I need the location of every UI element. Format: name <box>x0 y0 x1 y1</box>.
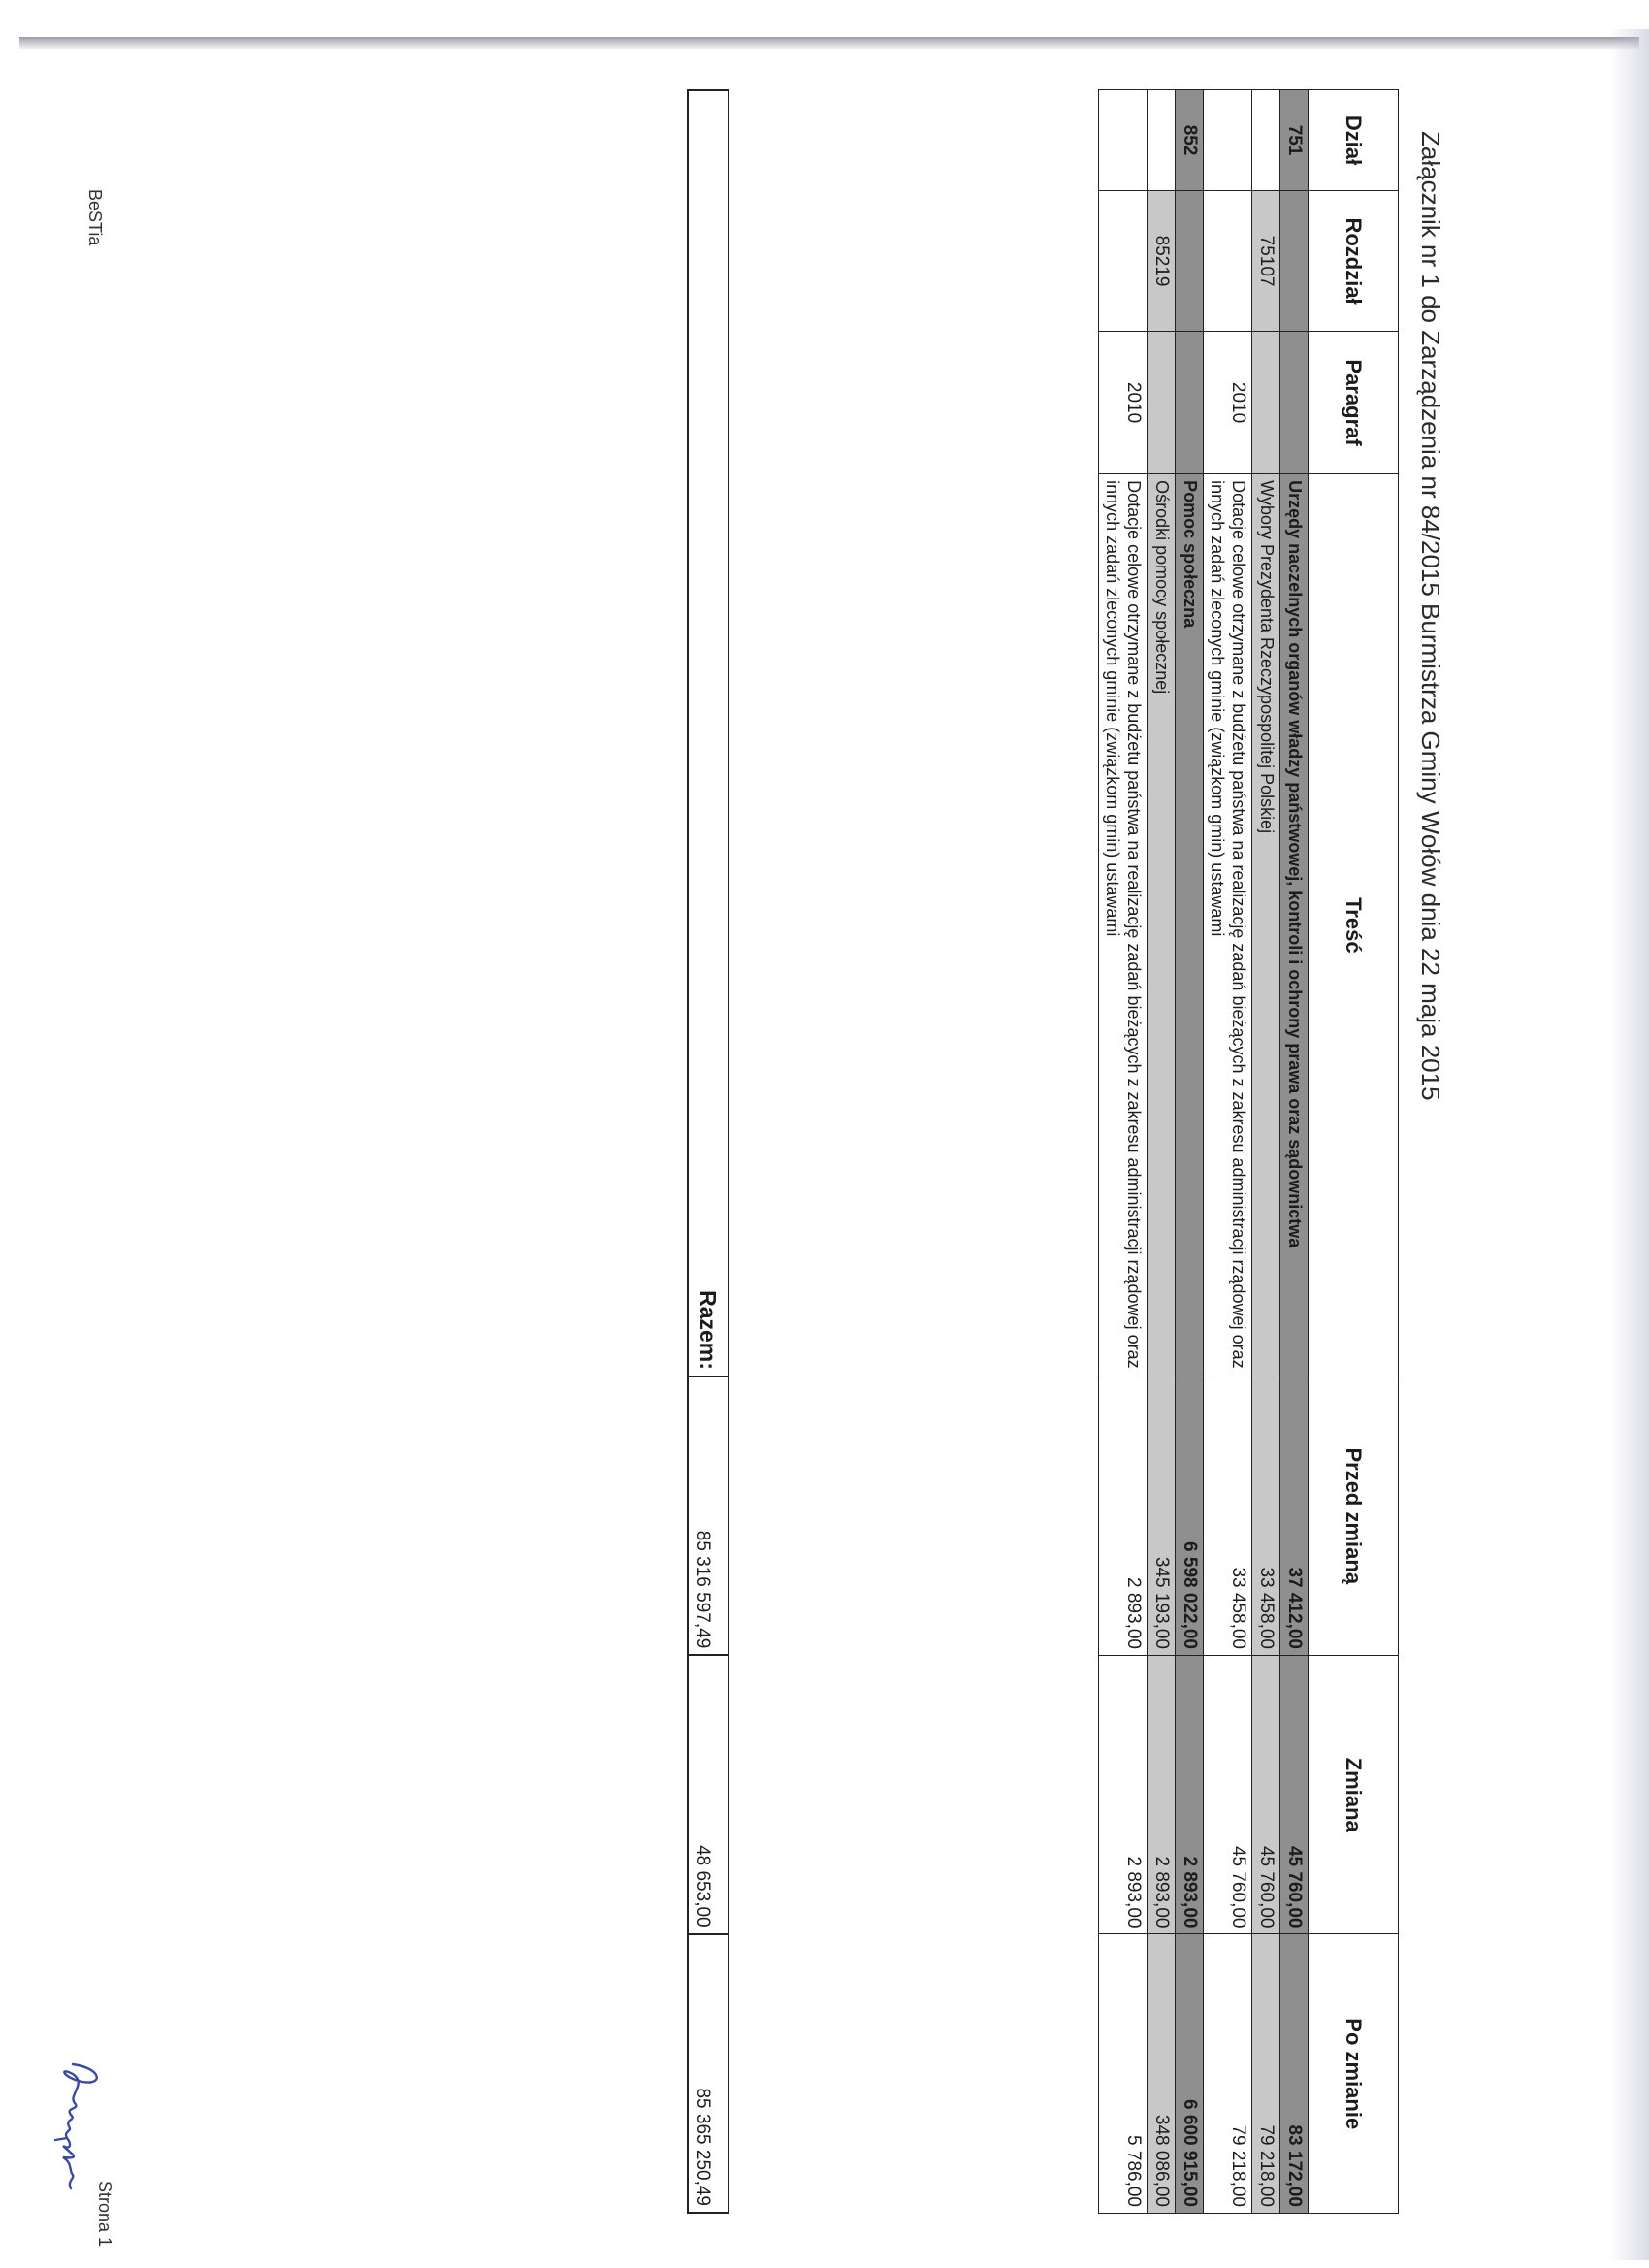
cell-rozdzial: 85219 <box>1147 191 1175 332</box>
cell-paragraf: 2010 <box>1098 332 1147 474</box>
razem-table <box>687 89 729 2214</box>
cell-przed: 33 458,00 <box>1203 1377 1251 1655</box>
cell-dzial <box>1252 90 1280 191</box>
razem-przed: 85 316 597,49 <box>688 1377 728 1655</box>
header-rozdzial: Rozdział <box>1309 191 1399 332</box>
cell-paragraf: 2010 <box>1203 332 1251 474</box>
cell-po: 6 600 915,00 <box>1175 1934 1203 2214</box>
cell-dzial: 852 <box>1175 90 1203 191</box>
cell-rozdzial <box>1098 191 1147 332</box>
header-paragraf: Paragraf <box>1309 332 1399 474</box>
cell-po: 83 172,00 <box>1280 1934 1309 2214</box>
cell-dzial <box>1203 90 1251 191</box>
cell-zmiana: 2 893,00 <box>1175 1656 1203 1934</box>
cell-paragraf <box>1147 332 1175 474</box>
cell-przed: 6 598 022,00 <box>1175 1377 1203 1655</box>
cell-tresc: Dotacje celowe otrzymane z budżetu państwa na realizację zadań bieżących z zakresu administracji rządowej oraz innych zadań zleconych gminie (związkom gmin) ustawami <box>1203 474 1251 1377</box>
header-zmiana: Zmiana <box>1309 1656 1399 1934</box>
cell-tresc: Urzędy naczelnych organów władzy państwowej, kontroli i ochrony prawa oraz sądownictwa <box>1280 474 1309 1377</box>
razem-row <box>688 90 728 2213</box>
cell-po: 5 786,00 <box>1098 1934 1147 2214</box>
cell-rozdzial <box>1175 191 1203 332</box>
cell-paragraf <box>1252 332 1280 474</box>
cell-rozdzial: 75107 <box>1252 191 1280 332</box>
footer-software-name: BeSTia <box>85 189 105 246</box>
cell-zmiana: 2 893,00 <box>1147 1656 1175 1934</box>
cell-rozdzial <box>1203 191 1251 332</box>
document-title: Załącznik nr 1 do Zarządzenia nr 84/2015 Burmistrza Gminy Wołów dnia 22 maja 2015 <box>1416 131 1445 1101</box>
budget-table <box>1098 89 1399 2214</box>
table-row <box>1280 90 1309 2214</box>
cell-po: 79 218,00 <box>1252 1934 1280 2214</box>
cell-zmiana: 45 760,00 <box>1252 1656 1280 1934</box>
cell-tresc: Ośrodki pomocy społecznej <box>1147 474 1175 1377</box>
cell-dzial <box>1147 90 1175 191</box>
cell-przed: 37 412,00 <box>1280 1377 1309 1655</box>
cell-zmiana: 45 760,00 <box>1280 1656 1309 1934</box>
cell-tresc: Dotacje celowe otrzymane z budżetu państwa na realizację zadań bieżących z zakresu administracji rządowej oraz innych zadań zleconych gminie (związkom gmin) ustawami <box>1098 474 1147 1377</box>
cell-rozdzial <box>1280 191 1309 332</box>
cell-przed: 345 193,00 <box>1147 1377 1175 1655</box>
table-row <box>1147 90 1175 2214</box>
cell-tresc: Pomoc społeczna <box>1175 474 1203 1377</box>
razem-po: 85 365 250,49 <box>688 1934 728 2213</box>
table-header-row <box>1309 90 1399 2214</box>
header-przed-zmiana: Przed zmianą <box>1309 1377 1399 1655</box>
header-tresc: Treść <box>1309 474 1399 1377</box>
cell-po: 348 086,00 <box>1147 1934 1175 2214</box>
cell-dzial <box>1098 90 1147 191</box>
razem-label: Razem: <box>688 90 728 1377</box>
cell-paragraf <box>1175 332 1203 474</box>
cell-zmiana: 45 760,00 <box>1203 1656 1251 1934</box>
cell-zmiana: 2 893,00 <box>1098 1656 1147 1934</box>
cell-po: 79 218,00 <box>1203 1934 1251 2214</box>
cell-dzial: 751 <box>1280 90 1309 191</box>
table-row <box>1175 90 1203 2214</box>
handwritten-signature <box>44 2057 112 2202</box>
cell-przed: 33 458,00 <box>1252 1377 1280 1655</box>
header-dzial: Dział <box>1309 90 1399 191</box>
table-row <box>1098 90 1147 2214</box>
footer-page-number: Strona 1 <box>95 2181 114 2248</box>
cell-paragraf <box>1280 332 1309 474</box>
cell-przed: 2 893,00 <box>1098 1377 1147 1655</box>
razem-zmiana: 48 653,00 <box>688 1655 728 1933</box>
cell-tresc: Wybory Prezydenta Rzeczypospolitej Polskiej <box>1252 474 1280 1377</box>
header-po-zmianie: Po zmianie <box>1309 1934 1399 2214</box>
table-row <box>1252 90 1280 2214</box>
table-row <box>1203 90 1251 2214</box>
